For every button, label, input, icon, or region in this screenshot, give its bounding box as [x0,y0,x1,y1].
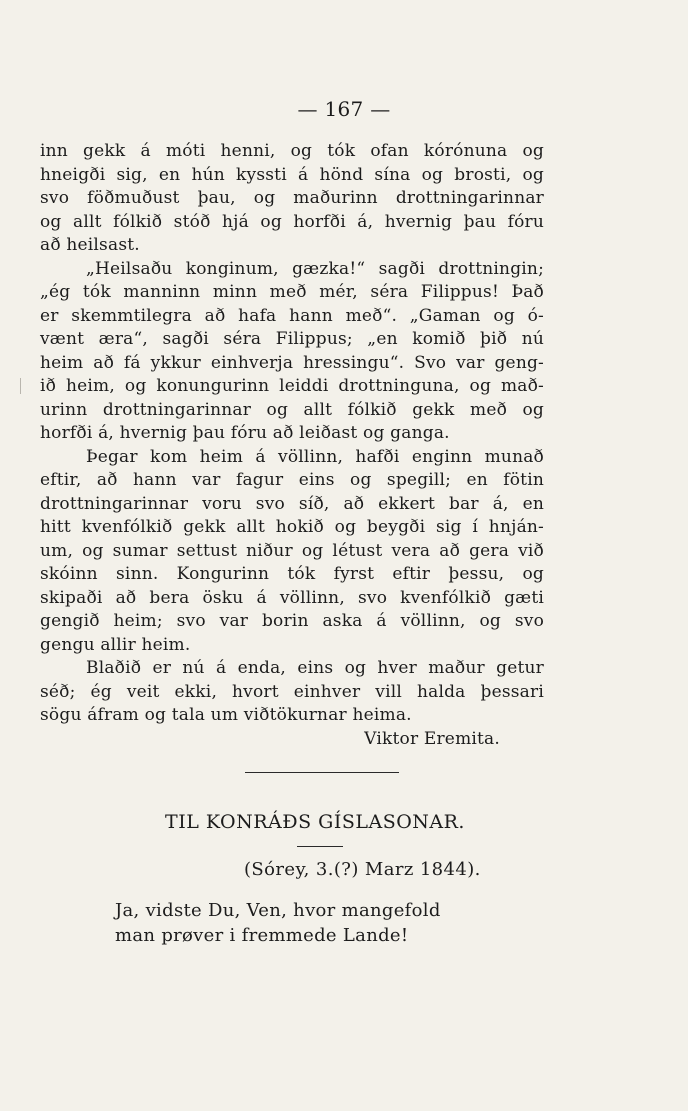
page-number: — 167 — [297,97,391,121]
prose-line: skóinn sinn. Kongurinn tók fyrst eftir þessu, og [40,564,544,584]
prose-line: Þegar kom heim á völlinn, hafði enginn munað [86,446,544,467]
section-divider [245,772,399,773]
prose-line: „Heilsaðu konginum, gæzka!“ sagði drottningin; [86,258,544,279]
prose-line: eftir, að hann var fagur eins og spegill; en fötin [40,470,544,490]
margin-mark [20,378,21,394]
heading-rule [297,846,343,847]
prose-line: sögu áfram og tala um viðtökurnar heima. [40,705,412,725]
prose-line: vænt æra“, sagði séra Filippus; „en komið þið nú [40,329,544,349]
prose-block [40,140,544,751]
prose-line: skipaði að bera ösku á völlinn, svo kvenfólkið gæti [40,587,544,608]
prose-line: ið heim, og konungurinn leiddi drottninguna, og mað- [40,376,544,396]
prose-line: horfði á, hvernig þau fóru að leiðast og ganga. [40,423,450,443]
prose-line: Blaðið er nú á enda, eins og hver maður getur [86,658,544,678]
prose-line: „ég tók manninn minn með mér, séra Filippus! Það [40,282,544,302]
prose-line: um, og sumar settust niður og létust vera að gera við [40,540,544,561]
prose-line: hneigði sig, en hún kyssti á hönd sína og brosti, og [40,164,544,185]
prose-line: gengið heim; svo var borin aska á völlinn, og svo [40,611,544,631]
prose-line: og allt fólkið stóð hjá og horfði á, hvernig þau fóru [40,211,544,232]
prose-line: svo föðmuðust þau, og maðurinn drottningarinnar [40,188,544,208]
poem-block [115,898,441,948]
prose-line: inn gekk á móti henni, og tók ofan kórónuna og [40,141,544,161]
prose-line: heim að fá ykkur einhverja hressingu“. Svo var geng- [40,352,544,373]
prose-line: að heilsast. [40,235,140,255]
poem-line: Ja, vidste Du, Ven, hvor mangefold [115,900,441,921]
prose-line: séð; ég veit ekki, hvort einhver vill halda þessari [40,681,544,702]
prose-line: er skemmtilegra að hafa hann með“. „Gaman og ó- [40,305,544,326]
dateline: (Sórey, 3.(?) Marz 1844). [244,859,481,880]
prose-line: hitt kvenfólkið gekk allt hokið og beygði sig í hnján- [40,517,544,537]
section-heading: TIL KONRÁÐS GÍSLASONAR. [165,811,465,833]
prose-line: drottningarinnar voru svo síð, að ekkert bar á, en [40,493,544,514]
poem-line: man prøver i fremmede Lande! [115,925,409,946]
signature: Viktor Eremita. [364,728,500,749]
prose-line: urinn drottningarinnar og allt fólkið gekk með og [40,399,544,420]
prose-line: gengu allir heim. [40,634,191,655]
